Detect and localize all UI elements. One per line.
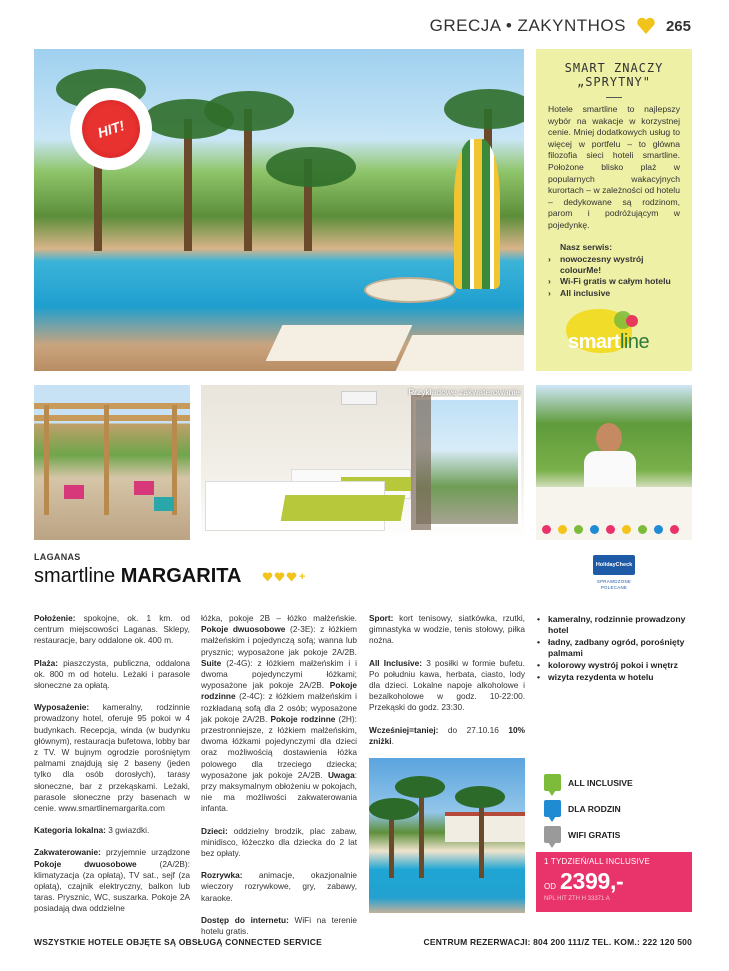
divider	[606, 97, 622, 98]
holidaycheck-badge	[593, 555, 635, 601]
smart-title-line2: „SPRYTNY"	[576, 75, 652, 89]
hotel-location: LAGANAS	[34, 552, 81, 562]
page-number: 265	[665, 17, 691, 35]
pergola-photo	[34, 385, 190, 540]
feature-item: • kameralny, rodzinnie prowadzony hotel	[536, 614, 696, 636]
room-photo	[201, 385, 524, 540]
amenity-wifi: WIFI GRATIS	[544, 822, 633, 847]
all-inclusive-icon	[544, 774, 561, 791]
description-column-3: Sport: kort tenisowy, siatkówka, rzutki, gimnastyka w wodzie, tenis stołowy, piłka nożna. All Inclusive: 3 posiłki w formie bufetu. Po południu kawa, herbata, ciasto, lody dla dzieci. Lokalne napoje alkoholowe i bezalkoholowe w godz. 10-22:00. Przekąski do godz. 23:30. Wcześniej=taniej: do 27.10.16 10% zniżki.	[369, 613, 525, 746]
feature-item: • wizyta rezydenta w hotelu	[536, 672, 696, 683]
services-title: Nasz serwis:	[560, 241, 613, 252]
feature-item: • ładny, zadbany ogród, porośnięty palmami	[536, 637, 696, 659]
hotel-rating	[262, 571, 305, 583]
description-column-1: Położenie: spokojne, ok. 1 km. od centrum miejscowości Laganas. Sklepy, restauracje, bary oddalone ok. 400 m. Plaża: piaszczysta, publiczna, oddalona ok. 800 m od hotelu. Leżaki i parasole słoneczne za opłatą. Wyposażenie: kameralny, rodzinnie prowadzony hotel, oferuje 95 pokoi w 4 budynkach. Recepcja, winda (w budynku głównym), restauracja bufetowa, lobby bar z TV. W bujnym ogrodzie porośniętym palmami znajdują się 2 baseny (jeden tylko dla osób dorosłych), tarasy słoneczne, bar z przekąskami. Leżaki, parasole słoneczne przy basenach w cenie. www.smartlinemargarita.com Kategoria lokalna: 3 gwiazdki. Zakwaterowanie: przyjemnie urządzone Pokoje dwuosobowe (2A/2B): klimatyzacja (za opłatą), TV sat., sejf (za opłatą), czajnik elektryczny, balkon lub taras. Prysznic, WC, suszarka. Pokoje 2A posiadają dwa oddzielne	[34, 613, 190, 914]
price-label: 1 TYDZIEŃ/ALL INCLUSIVE	[544, 857, 650, 866]
hit-badge: HIT!	[70, 88, 152, 170]
smartline-logo: smartline	[566, 309, 666, 355]
smartline-info-box	[536, 49, 692, 371]
page-header	[430, 16, 691, 36]
price-box	[536, 852, 692, 912]
amenity-family: DLA RODZIN	[544, 796, 633, 821]
holidaycheck-logo: HolidayCheck	[593, 555, 635, 575]
star-heart-icon	[286, 572, 297, 582]
service-item: › All inclusive	[548, 288, 680, 299]
footer-contact: CENTRUM REZERWACJI: 804 200 111/Z TEL. KOM.: 222 120 500	[423, 937, 692, 947]
services-list	[548, 254, 680, 300]
hotel-name: MARGARITA	[120, 565, 242, 587]
service-item: › Wi-Fi gratis w całym hotelu	[548, 276, 680, 287]
bar-staff-photo	[536, 385, 692, 540]
photo-caption: Przykładowe zakwaterowanie	[408, 387, 520, 397]
pool-photo-bottom	[369, 758, 525, 913]
hotel-title	[34, 565, 241, 588]
star-heart-icon	[262, 572, 273, 582]
holidaycheck-text: SPRAWDZONE POLECANE	[596, 579, 632, 590]
service-item: › nowoczesny wystrój colourMe!	[548, 254, 680, 277]
feature-item: • kolorowy wystrój pokoi i wnętrz	[536, 660, 696, 671]
hotel-features-list	[536, 614, 696, 684]
offer-code: NPL HIT ZTH H 33371 A	[544, 896, 610, 902]
hero-pool-photo	[34, 49, 524, 371]
hotel-brand: smartline	[34, 565, 116, 587]
amenity-icons	[544, 770, 633, 848]
rating-plus: +	[299, 571, 306, 583]
region-title: GRECJA • ZAKYNTHOS	[429, 16, 626, 35]
star-heart-icon	[274, 572, 285, 582]
price-value: 2399,-	[560, 868, 624, 894]
smart-description: Hotele smartline to najlepszy wybór na wakacje w korzystnej cenie. Mniej dodatkowych usług to więcej w portfelu – to główna filozofia sieci hoteli smartline. Położone blisko plaż w popularnych wakacyjnych kurortach – w zależności od hotelu – dedykowane są rodzinom, parom i podróżującym w pojedynkę.	[548, 104, 680, 230]
footer-service-note: WSZYSTKIE HOTELE OBJĘTE SĄ OBSŁUGĄ CONNECTED SERVICE	[34, 937, 322, 947]
smart-title-line1: SMART ZNACZY	[564, 61, 664, 75]
family-icon	[544, 800, 561, 817]
amenity-all-inclusive: ALL INCLUSIVE	[544, 770, 633, 795]
wifi-icon	[544, 826, 561, 843]
heart-icon	[636, 17, 656, 35]
price-prefix: OD	[544, 882, 556, 891]
description-column-2: łóżka, pokoje 2B – łóżko małżeńskie. Pokoje dwuosobowe (2-3E): z łóżkiem małżeńskim i pojedynczą sofą; wanna lub prysznic; wyposażone jak pokoje 2A/2B. Suite (2-4G): z łóżkiem małżeńskim i i dwoma pojedynczymi łóżkami; wyposażone jak pokoje 2A/2B. Pokoje rodzinne (2-4C): z łóżkiem małżeńskim i rozkładaną sofą dla 2 osób; wyposażone jak pokoje 2A/2B. Pokoje rodzinne (2H): przestronniejsze, z łóżkiem małżeńskim, dwoma łóżkami pojedynczymi dla dzieci oraz możliwością dostawienia łóżka polowego dla trzeciego dziecka; wyposażone jak pokoje 2A/2B. Uwaga: przy maksymalnym obłożeniu w pokojach, nie ma możliwości zakwaterowania infanta. Dzieci: oddzielny brodzik, plac zabaw, minidisco, łóżeczko dla dziecka do 2 lat bez opłaty. Rozrywka: animacje, okazjonalnie wieczory rozrywkowe, gry, zabawy, karaoke. Dostęp do internetu: WiFi na terenie hotelu gratis.	[201, 613, 357, 937]
